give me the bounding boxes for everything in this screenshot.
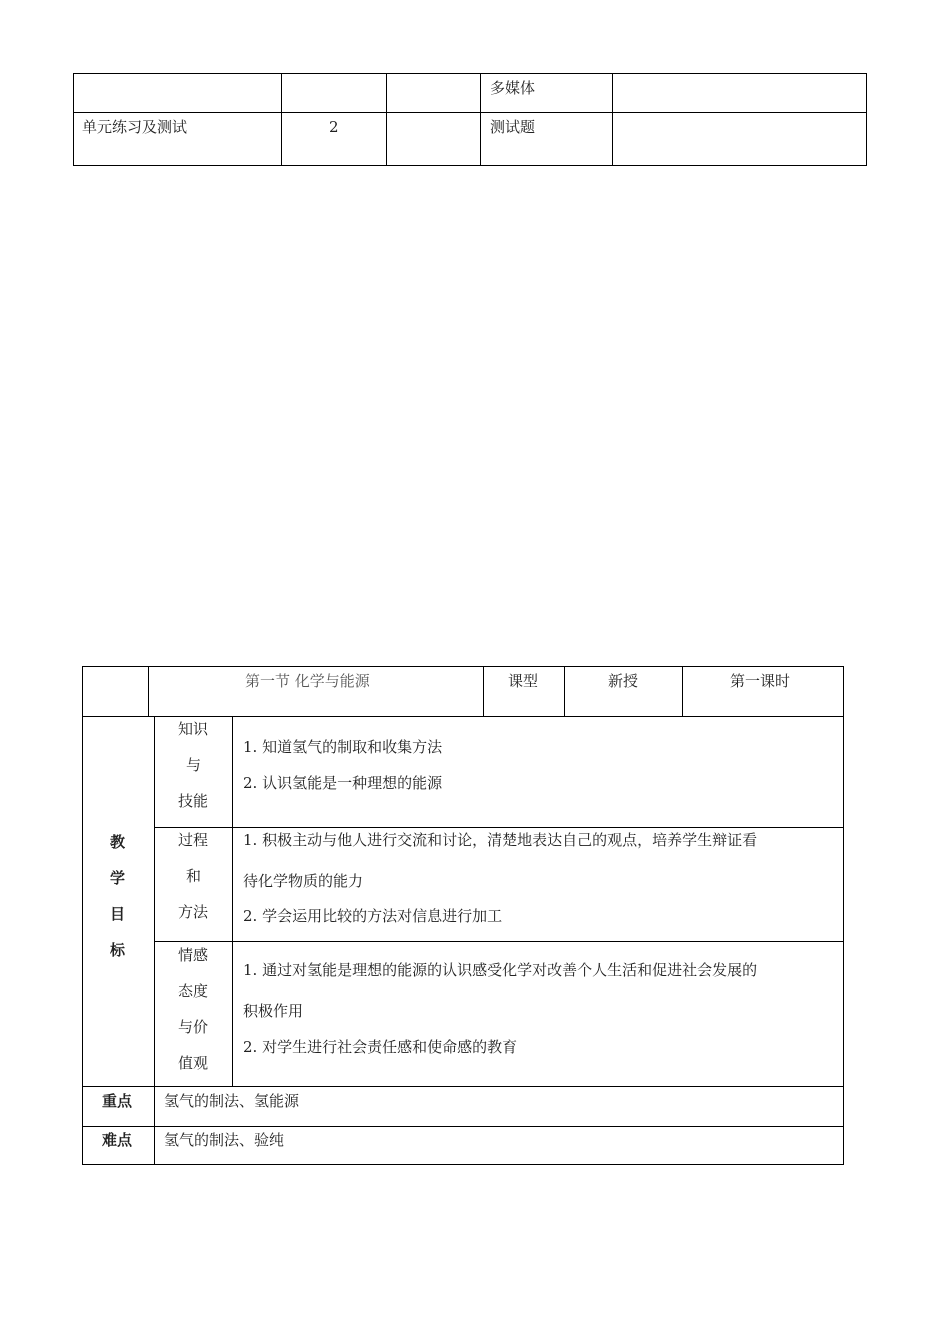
top-row2-activity-cell: 单元练习及测试 [82,118,188,136]
lesson-type-value: 新授 [608,672,639,690]
knowledge-label-line: 知识 [178,720,209,738]
process-label-line: 和 [186,867,202,885]
lesson-type-label: 课型 [508,672,539,690]
emotion-item: 1. 通过对氢能是理想的能源的认识感受化学对改善个人生活和促进社会发展的 [243,961,758,979]
objectives-label-char: 教 [110,833,126,851]
process-label-line: 过程 [178,831,209,849]
objectives-label-char: 标 [110,941,126,959]
top-row1-media-cell: 多媒体 [490,79,536,97]
lesson-title: 第一节 化学与能源 [245,672,370,690]
lesson-period: 第一课时 [730,672,791,690]
process-label-line: 方法 [178,903,209,921]
emotion-label-line: 情感 [178,946,209,964]
difficulty-label: 难点 [102,1131,133,1149]
process-item: 待化学物质的能力 [243,872,364,890]
knowledge-item: 1. 知道氢气的制取和收集方法 [243,738,443,756]
emotion-item: 积极作用 [243,1002,304,1020]
difficulty-value: 氢气的制法、验纯 [164,1131,285,1149]
objectives-label-char: 目 [110,905,126,923]
top-row2-material-cell: 测试题 [490,118,536,136]
knowledge-label-line: 技能 [178,792,209,810]
emotion-label-line: 与价 [178,1018,209,1036]
knowledge-item: 2. 认识氢能是一种理想的能源 [243,774,443,792]
emotion-label-line: 态度 [178,982,209,1000]
key-point-label: 重点 [102,1092,133,1110]
emotion-label-line: 值观 [178,1054,209,1072]
emotion-item: 2. 对学生进行社会责任感和使命感的教育 [243,1038,518,1056]
objectives-label-char: 学 [110,869,126,887]
top-row2-hours-cell: 2 [329,118,339,136]
process-item: 2. 学会运用比较的方法对信息进行加工 [243,907,503,925]
key-point-value: 氢气的制法、氢能源 [164,1092,300,1110]
knowledge-label-line: 与 [186,756,202,774]
process-item: 1. 积极主动与他人进行交流和讨论，清楚地表达自己的观点，培养学生辩证看 [243,831,758,849]
